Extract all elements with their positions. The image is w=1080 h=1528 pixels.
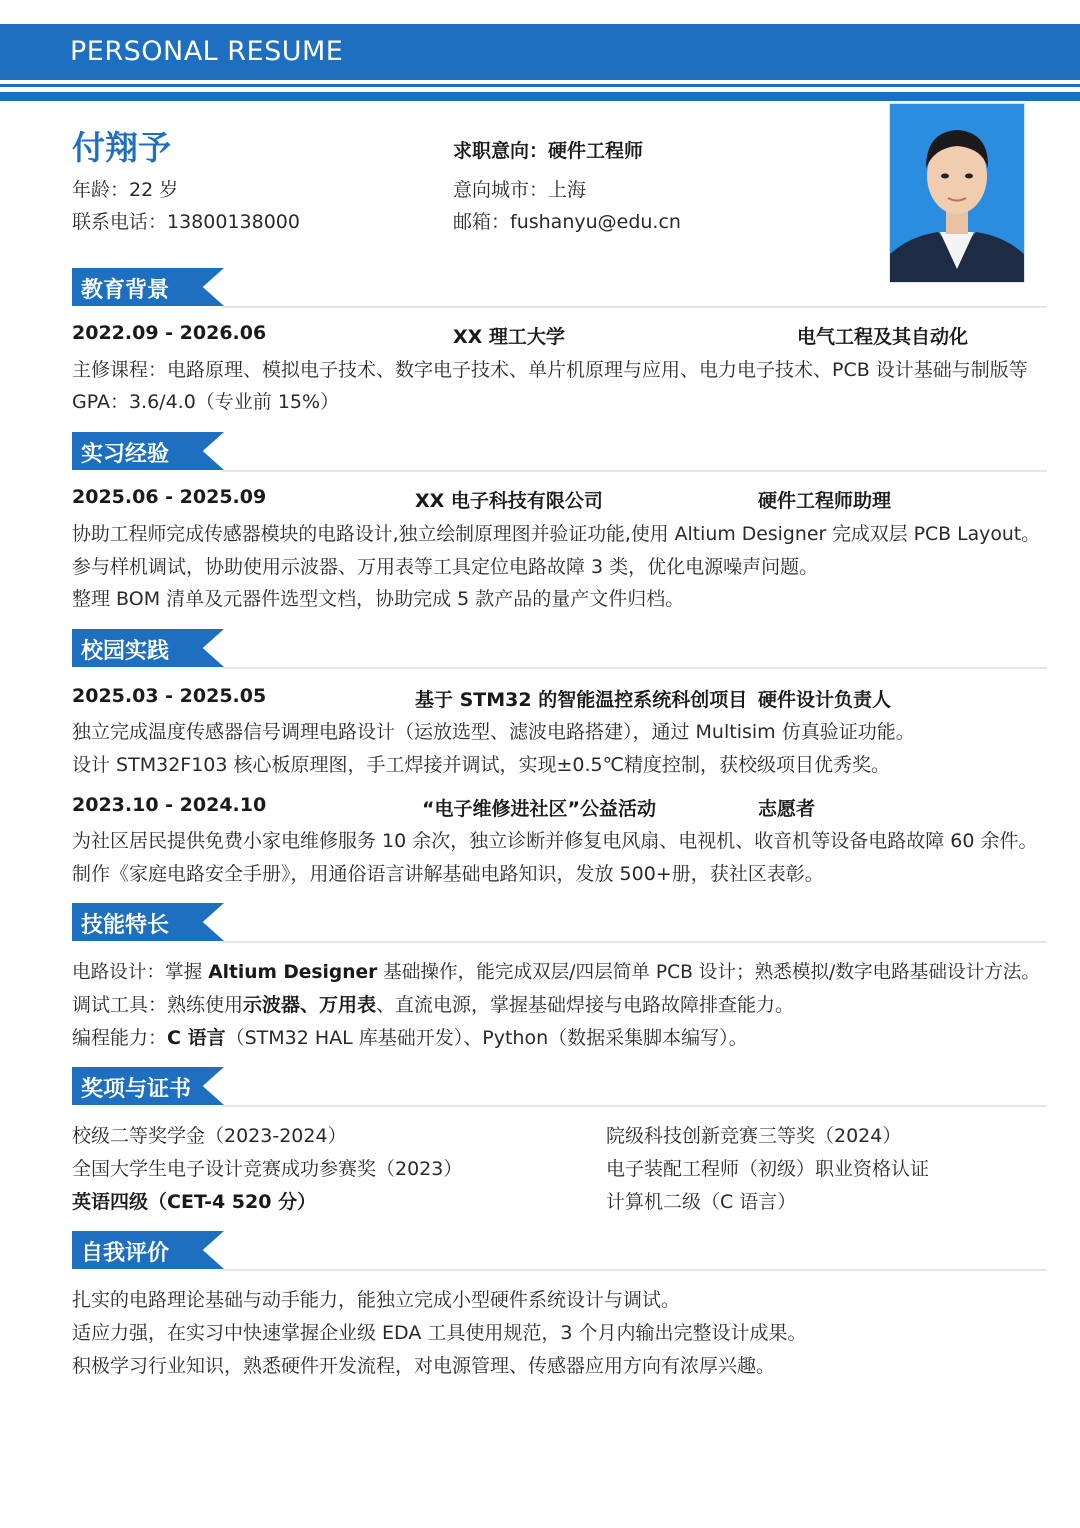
award-item: 电子装配工程师（初级）职业资格认证 [606,1158,930,1180]
profile-photo [889,103,1025,283]
section-internship-header [72,432,1047,472]
campus-line: 独立完成温度传感器信号调理电路设计（运放选型、滤波电路搭建），通过 Multisim 仿真验证功能。 [72,721,915,743]
job-objective: 求职意向：硬件工程师 [453,140,644,162]
skill-label: 调试工具：熟练使用 [72,994,244,1016]
skill-circuit [72,958,1040,984]
award-item: 院级科技创新竞赛三等奖（2024） [606,1125,902,1147]
education-period: 2022.09 - 2026.06 [72,322,267,344]
section-divider [222,1269,1047,1271]
internship-line: 协助工程师完成传感器模块的电路设计,独立绘制原理图并验证功能,使用 Altium Designer 完成双层 PCB Layout。 [72,523,1041,545]
age: 年龄：22 岁 [72,179,179,201]
section-title: 校园实践 [81,639,170,664]
internship-role: 硬件工程师助理 [758,490,892,512]
section-title: 教育背景 [81,278,170,303]
education-major: 电气工程及其自动化 [797,326,969,348]
section-title: 自我评价 [81,1241,170,1266]
target-city: 意向城市：上海 [453,179,587,201]
award-item: 计算机二级（C 语言） [606,1191,797,1213]
header-bar [0,24,1080,80]
section-divider [222,941,1047,943]
campus-project: “电子维修进社区”公益活动 [422,798,656,820]
section-title: 奖项与证书 [81,1077,192,1102]
education-courses: 主修课程：电路原理、模拟电子技术、数字电子技术、单片机原理与应用、电力电子技术、PCB 设计基础与制版等 [72,359,1028,381]
skill-detail: 、直流电源，掌握基础焊接与电路故障排查能力。 [376,994,795,1016]
section-title: 技能特长 [81,913,170,938]
skill-highlight: Altium Designer [208,962,378,983]
skill-highlight: 示波器、万用表 [243,994,377,1016]
section-education-header [72,268,1047,308]
header-rule-thin [0,84,1080,87]
education-school: XX 理工大学 [453,326,565,348]
section-title: 实习经验 [81,442,170,467]
education-gpa: GPA：3.6/4.0（专业前 15%） [72,391,340,413]
skill-label: 编程能力： [72,1027,168,1049]
header-rule-thick [0,92,1080,101]
skill-highlight: C 语言 [167,1027,226,1049]
campus-role: 硬件设计负责人 [758,689,892,711]
email: 邮箱：fushanyu@edu.cn [453,211,681,233]
campus-period: 2025.03 - 2025.05 [72,685,267,707]
section-divider [222,306,1047,308]
internship-company: XX 电子科技有限公司 [415,490,603,512]
self-eval-line: 扎实的电路理论基础与动手能力，能独立完成小型硬件系统设计与调试。 [72,1289,681,1311]
self-eval-line: 积极学习行业知识，熟悉硬件开发流程，对电源管理、传感器应用方向有浓厚兴趣。 [72,1355,776,1377]
phone: 联系电话：13800138000 [72,211,300,233]
award-item: 全国大学生电子设计竞赛成功参赛奖（2023） [72,1158,463,1180]
section-divider [222,1105,1047,1107]
section-divider [222,470,1047,472]
internship-line: 参与样机调试，协助使用示波器、万用表等工具定位电路故障 3 类，优化电源噪声问题。 [72,556,819,578]
skill-programming [72,1023,748,1050]
section-divider [222,667,1047,669]
section-skills-header [72,903,1047,943]
candidate-name: 付翔予 [72,128,171,167]
campus-role: 志愿者 [758,798,816,820]
campus-line: 为社区居民提供免费小家电维修服务 10 余次，独立诊断并修复电风扇、电视机、收音机等设备电路故障 60 余件。 [72,830,1038,852]
section-awards-header [72,1067,1047,1107]
section-campus-header [72,629,1047,669]
campus-project: 基于 STM32 的智能温控系统科创项目 [415,689,748,711]
skill-label: 电路设计：掌握 [72,962,209,983]
award-item: 校级二等奖学金（2023-2024） [72,1125,347,1147]
skill-detail: 基础操作，能完成双层/四层简单 PCB 设计；熟悉模拟/数字电路基础设计方法。 [377,962,1041,983]
internship-period: 2025.06 - 2025.09 [72,486,267,508]
campus-period: 2023.10 - 2024.10 [72,794,267,816]
skill-debug [72,990,794,1017]
skill-detail: （STM32 HAL 库基础开发）、Python（数据采集脚本编写）。 [225,1027,748,1049]
campus-line: 设计 STM32F103 核心板原理图，手工焊接并调试，实现±0.5℃精度控制，获校级项目优秀奖。 [72,754,890,776]
section-self-eval-header [72,1231,1047,1271]
internship-line: 整理 BOM 清单及元器件选型文档，协助完成 5 款产品的量产文件归档。 [72,588,685,610]
header-title: PERSONAL RESUME [70,36,344,67]
award-item: 英语四级（CET-4 520 分） [72,1191,317,1213]
campus-line: 制作《家庭电路安全手册》，用通俗语言讲解基础电路知识，发放 500+册，获社区表彰。 [72,863,824,885]
self-eval-line: 适应力强，在实习中快速掌握企业级 EDA 工具使用规范，3 个月内输出完整设计成果。 [72,1322,807,1344]
